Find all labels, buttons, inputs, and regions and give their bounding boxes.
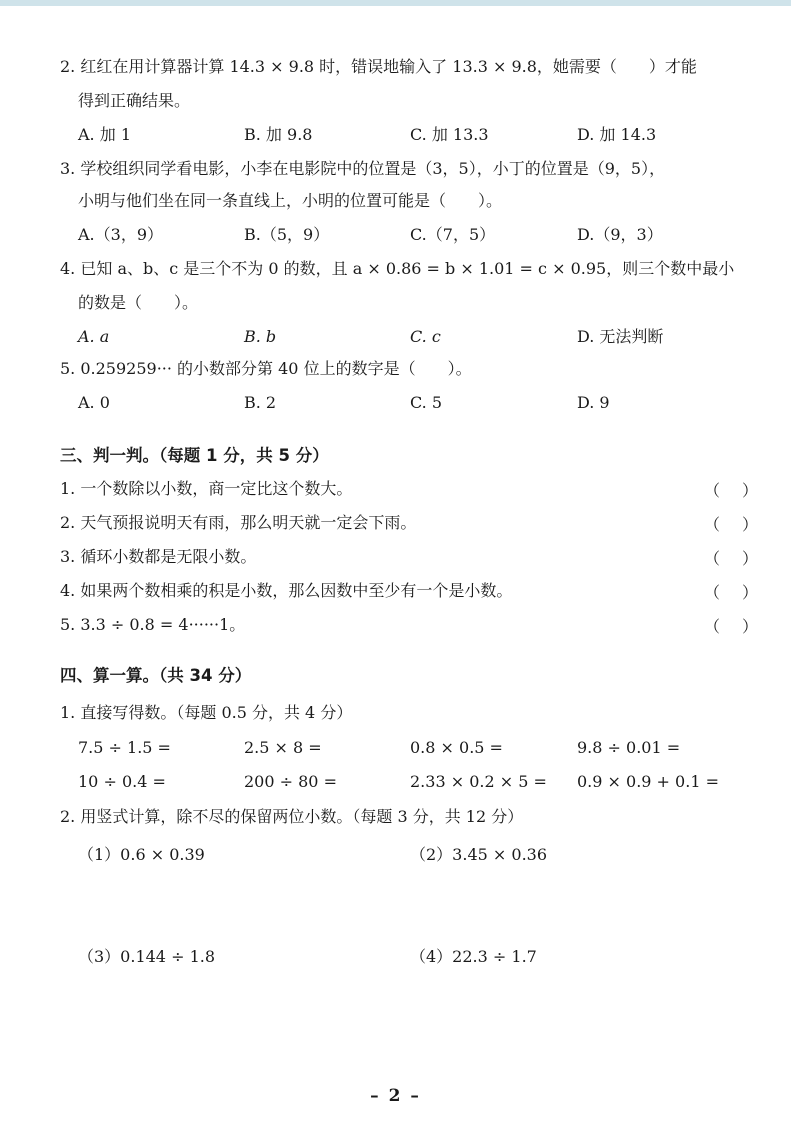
paren-open: （	[704, 549, 721, 568]
q3-option-d: D.（9，3）	[577, 225, 663, 244]
answer-paren-5[interactable]	[704, 614, 758, 637]
paren-open: （	[704, 481, 721, 500]
q2-option-b: B. 加 9.8	[244, 125, 313, 144]
calc-sub-2: 2. 用竖式计算，除不尽的保留两位小数。（每题 3 分，共 12 分）	[60, 807, 524, 826]
judge-item-2: 2. 天气预报说明天有雨，那么明天就一定会下雨。	[60, 513, 417, 532]
page-number: – 2 –	[370, 1086, 421, 1106]
q3-option-c: C.（7，5）	[410, 225, 496, 244]
section-3-title: 三、判一判。（每题 1 分，共 5 分）	[60, 446, 329, 465]
answer-paren-1[interactable]	[704, 478, 758, 501]
paren-close: ）	[741, 481, 758, 500]
question-4-line-2: 的数是（ ）。	[78, 293, 199, 312]
q5-option-a: A. 0	[78, 393, 110, 412]
calc-item: 0.9 × 0.9 + 0.1 =	[577, 772, 719, 791]
calc-item: 7.5 ÷ 1.5 =	[78, 738, 171, 757]
vertical-calc-1: （1）0.6 × 0.39	[78, 845, 205, 864]
q3-option-b: B.（5，9）	[244, 225, 330, 244]
q4-option-b: B. b	[244, 327, 277, 346]
calc-sub-1: 1. 直接写得数。（每题 0.5 分，共 4 分）	[60, 703, 353, 722]
question-2-line-1: 2. 红红在用计算器计算 14.3 × 9.8 时，错误地输入了 13.3 × 9.8，她需要（ ）才能	[60, 57, 697, 76]
judge-item-1: 1. 一个数除以小数，商一定比这个数大。	[60, 479, 353, 498]
question-3-line-1: 3. 学校组织同学看电影，小李在电影院中的位置是（3，5），小丁的位置是（9，5），	[60, 159, 666, 178]
paren-open: （	[704, 617, 721, 636]
paren-close: ）	[741, 549, 758, 568]
question-5-line-1: 5. 0.259259··· 的小数部分第 40 位上的数字是（ ）。	[60, 359, 472, 378]
q4-option-c: C. c	[410, 327, 441, 346]
calc-item: 2.5 × 8 =	[244, 738, 322, 757]
paren-close: ）	[741, 617, 758, 636]
section-4-title: 四、算一算。（共 34 分）	[60, 666, 252, 685]
q5-option-d: D. 9	[577, 393, 610, 412]
paren-close: ）	[741, 515, 758, 534]
paren-open: （	[704, 583, 721, 602]
q3-option-a: A.（3，9）	[78, 225, 164, 244]
calc-item: 10 ÷ 0.4 =	[78, 772, 166, 791]
answer-paren-2[interactable]	[704, 512, 758, 535]
paren-open: （	[704, 515, 721, 534]
judge-item-4: 4. 如果两个数相乘的积是小数，那么因数中至少有一个是小数。	[60, 581, 513, 600]
vertical-calc-2: （2）3.45 × 0.36	[410, 845, 548, 864]
q4-option-a: A. a	[78, 327, 110, 346]
q4-option-d: D. 无法判断	[577, 327, 664, 346]
answer-paren-3[interactable]	[704, 546, 758, 569]
vertical-calc-3: （3）0.144 ÷ 1.8	[78, 947, 216, 966]
calc-item: 200 ÷ 80 =	[244, 772, 337, 791]
calc-item: 2.33 × 0.2 × 5 =	[410, 772, 547, 791]
question-3-line-2: 小明与他们坐在同一条直线上，小明的位置可能是（ ）。	[78, 191, 503, 210]
q2-option-a: A. 加 1	[78, 125, 131, 144]
judge-item-3: 3. 循环小数都是无限小数。	[60, 547, 257, 566]
q2-option-d: D. 加 14.3	[577, 125, 657, 144]
vertical-calc-4: （4）22.3 ÷ 1.7	[410, 947, 537, 966]
judge-item-5: 5. 3.3 ÷ 0.8 = 4······1。	[60, 615, 246, 634]
calc-item: 9.8 ÷ 0.01 =	[577, 738, 681, 757]
top-color-band	[0, 0, 791, 6]
paren-close: ）	[741, 583, 758, 602]
q2-option-c: C. 加 13.3	[410, 125, 489, 144]
question-2-line-2: 得到正确结果。	[78, 91, 191, 110]
q5-option-c: C. 5	[410, 393, 443, 412]
q5-option-b: B. 2	[244, 393, 277, 412]
answer-paren-4[interactable]	[704, 580, 758, 603]
question-4-line-1: 4. 已知 a、b、c 是三个不为 0 的数，且 a × 0.86 = b × 1.01 = c × 0.95，则三个数中最小	[60, 259, 735, 278]
calc-item: 0.8 × 0.5 =	[410, 738, 503, 757]
